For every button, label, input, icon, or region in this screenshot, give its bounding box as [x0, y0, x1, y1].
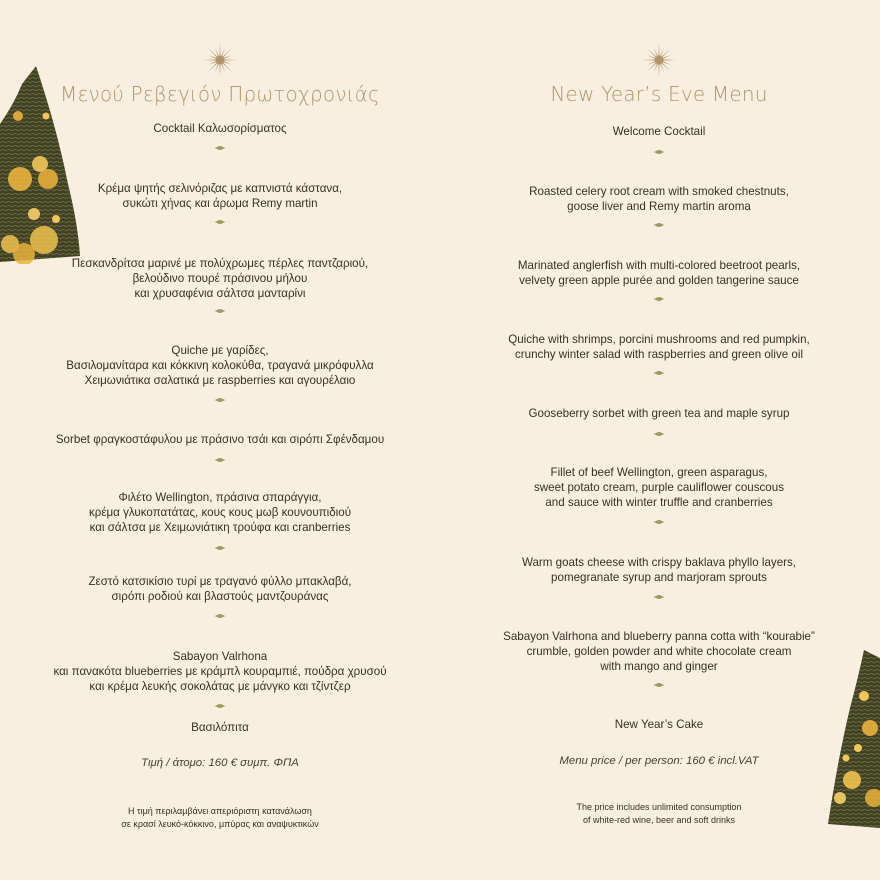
- sun-star-icon: [641, 42, 677, 78]
- leaf-ornament-icon: [213, 545, 227, 551]
- leaf-ornament-icon: [213, 308, 227, 314]
- menu-item: Marinated anglerfish with multi-colored beetroot pearls, velvety green apple purée and golden tangerine sauce: [517, 259, 801, 287]
- menu-title: New Year’s Eve Menu: [550, 82, 768, 106]
- menu-item: Sabayon Valrhona και πανακότα blueberries με κράμπλ κουραμπιέ, πούδρα χρυσού και κρέμα λευκής σοκολάτας με μάνγκο και τζίντζερ: [53, 650, 387, 693]
- sun-star-icon: [202, 42, 238, 78]
- menu-item: Fillet of beef Wellington, green asparagus, sweet potato cream, purple cauliflower couscous and sauce with winter truffle and cranberries: [533, 466, 785, 509]
- menu-item: Κρέμα ψητής σελινόριζας με καπνιστά κάστανα, συκώτι χήνας και άρωμα Remy martin: [97, 182, 343, 210]
- leaf-ornament-icon: [213, 219, 227, 225]
- menu-price: Menu price / per person: 160 € incl.VAT: [559, 755, 759, 767]
- leaf-ornament-icon: [652, 370, 666, 376]
- menu-item: Ζεστό κατσικίσιο τυρί με τραγανό φύλλο μπακλαβά, σιρόπι ροδιού και βλαστούς μαντζουράνας: [88, 575, 352, 603]
- leaf-ornament-icon: [652, 222, 666, 228]
- menu-item: Gooseberry sorbet with green tea and maple syrup: [528, 407, 790, 420]
- menu-price: Τιμή / άτομο: 160 € συμπ. ΦΠΑ: [141, 757, 299, 769]
- leaf-ornament-icon: [652, 149, 666, 155]
- menu-item: New Year’s Cake: [614, 718, 704, 731]
- menu-item: Quiche με γαρίδες, Βασιλομανίταρα και κόκκινη κολοκύθα, τραγανά μικρόφυλλα Χειμωνιάτικα σαλατικά με raspberries και αγουρέλαιο: [66, 344, 374, 387]
- leaf-ornament-icon: [213, 145, 227, 151]
- leaf-ornament-icon: [213, 457, 227, 463]
- menu-item: Cocktail Καλωσορίσματος: [153, 122, 287, 135]
- leaf-ornament-icon: [652, 682, 666, 688]
- price-note: The price includes unlimited consumption of white-red wine, beer and soft drinks: [576, 802, 742, 825]
- menu-item: Φιλέτο Wellington, πράσινα σπαράγγια, κρέμα γλυκοπατάτας, κους κους μωβ κουνουπιδιού και σάλτσα με Χειμωνιάτικη τρούφα και cranberries: [88, 491, 352, 534]
- menu-item: Warm goats cheese with crispy baklava phyllo layers, pomegranate syrup and marjoram sprouts: [521, 556, 797, 584]
- leaf-ornament-icon: [652, 519, 666, 525]
- leaf-ornament-icon: [213, 613, 227, 619]
- menu-item: Sabayon Valrhona and blueberry panna cotta with “kourabie” crumble, golden powder and white chocolate cream with mango and ginger: [503, 630, 815, 673]
- leaf-ornament-icon: [652, 594, 666, 600]
- leaf-ornament-icon: [652, 431, 666, 437]
- menu-item: Roasted celery root cream with smoked chestnuts, goose liver and Remy martin aroma: [529, 185, 789, 213]
- leaf-ornament-icon: [213, 703, 227, 709]
- menu-item: Βασιλόπιτα: [191, 721, 249, 734]
- menu-item: Sorbet φραγκοστάφυλου με πράσινο τσάι και σιρόπι Σφένδαμου: [55, 433, 385, 446]
- menu-item: Welcome Cocktail: [612, 125, 706, 138]
- menu-title: Μενού Ρεβεγιόν Πρωτοχρονιάς: [60, 82, 380, 106]
- menu-item: Πεσκανδρίτσα μαρινέ με πολύχρωμες πέρλες παντζαριού, βελούδινο πουρέ πράσινου μήλου και χρυσαφένια σάλτσα μανταρίνι: [71, 257, 369, 300]
- menu-item: Quiche with shrimps, porcini mushrooms and red pumpkin, crunchy winter salad with raspberries and green olive oil: [508, 333, 810, 361]
- leaf-ornament-icon: [213, 397, 227, 403]
- price-note: Η τιμή περιλαμβάνει απεριόριστη κατανάλωση σε κρασί λευκό-κόκκινο, μπύρας και αναψυκτικών: [121, 806, 319, 829]
- leaf-ornament-icon: [652, 296, 666, 302]
